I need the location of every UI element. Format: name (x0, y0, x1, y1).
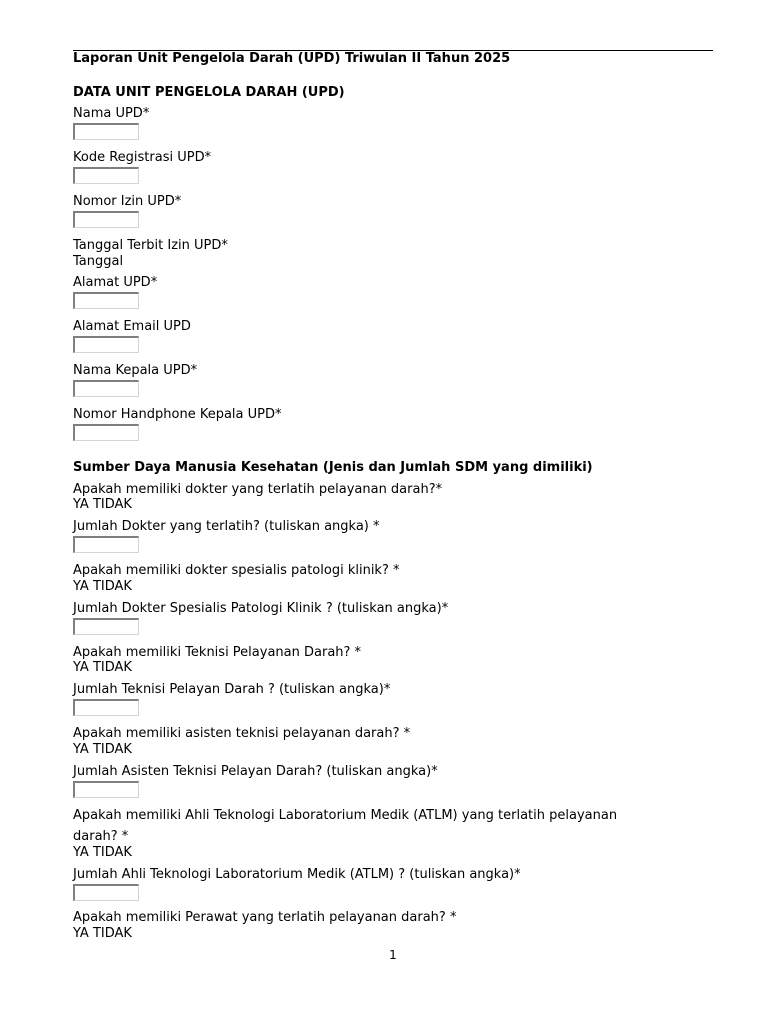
question-perawat: Apakah memiliki Perawat yang terlatih pelayanan darah? * (73, 910, 457, 925)
jumlah-teknisi-input[interactable] (73, 699, 139, 716)
alamat-email-input[interactable] (73, 336, 139, 353)
yes-no-options-asisten-teknisi[interactable]: YA TIDAK (73, 742, 132, 757)
alamat-upd-input[interactable] (73, 292, 139, 309)
jumlah-asisten-teknisi-input[interactable] (73, 781, 139, 798)
section-heading-upd: DATA UNIT PENGELOLA DARAH (UPD) (73, 85, 345, 100)
yes-no-options-dokter-terlatih[interactable]: YA TIDAK (73, 497, 132, 512)
yes-no-options-teknisi[interactable]: YA TIDAK (73, 660, 132, 675)
kode-registrasi-input[interactable] (73, 167, 139, 184)
question-asisten-teknisi: Apakah memiliki asisten teknisi pelayanan darah? * (73, 726, 411, 741)
count-label-atlm: Jumlah Ahli Teknologi Laboratorium Medik (ATLM) ? (tuliskan angka)* (73, 867, 521, 882)
field-label-nama-kepala: Nama Kepala UPD* (73, 363, 198, 378)
jumlah-dokter-terlatih-input[interactable] (73, 536, 139, 553)
field-label-nomor-handphone: Nomor Handphone Kepala UPD* (73, 407, 282, 422)
field-label-alamat-email: Alamat Email UPD (73, 319, 191, 334)
field-label-nomor-izin: Nomor Izin UPD* (73, 194, 182, 209)
nama-upd-input[interactable] (73, 123, 139, 140)
section-heading-sdm: Sumber Daya Manusia Kesehatan (Jenis dan Jumlah SDM yang dimiliki) (73, 460, 593, 475)
nomor-izin-input[interactable] (73, 211, 139, 228)
document-title: Laporan Unit Pengelola Darah (UPD) Triwulan II Tahun 2025 (73, 51, 511, 66)
question-atlm-line2: darah? * (73, 829, 129, 844)
count-label-asisten-teknisi: Jumlah Asisten Teknisi Pelayan Darah? (tuliskan angka)* (73, 764, 438, 779)
yes-no-options-perawat[interactable]: YA TIDAK (73, 926, 132, 941)
tanggal-terbit-date-field[interactable]: Tanggal (73, 254, 124, 269)
nama-kepala-input[interactable] (73, 380, 139, 397)
question-dokter-terlatih: Apakah memiliki dokter yang terlatih pelayanan darah?* (73, 482, 443, 497)
question-atlm-line1: Apakah memiliki Ahli Teknologi Laboratorium Medik (ATLM) yang terlatih pelayanan (73, 808, 618, 823)
question-teknisi: Apakah memiliki Teknisi Pelayanan Darah? * (73, 645, 362, 660)
count-label-dokter-terlatih: Jumlah Dokter yang terlatih? (tuliskan angka) * (73, 519, 380, 534)
field-label-tanggal-terbit: Tanggal Terbit Izin UPD* (73, 238, 228, 253)
yes-no-options-atlm[interactable]: YA TIDAK (73, 845, 132, 860)
field-label-nama-upd: Nama UPD* (73, 106, 150, 121)
page-number: 1 (389, 948, 397, 962)
question-dokter-spesialis: Apakah memiliki dokter spesialis patologi klinik? * (73, 563, 400, 578)
jumlah-atlm-input[interactable] (73, 884, 139, 901)
count-label-teknisi: Jumlah Teknisi Pelayan Darah ? (tuliskan angka)* (73, 682, 391, 697)
jumlah-dokter-spesialis-input[interactable] (73, 618, 139, 635)
yes-no-options-dokter-spesialis[interactable]: YA TIDAK (73, 579, 132, 594)
field-label-alamat-upd: Alamat UPD* (73, 275, 158, 290)
count-label-dokter-spesialis: Jumlah Dokter Spesialis Patologi Klinik ? (tuliskan angka)* (73, 601, 449, 616)
nomor-handphone-input[interactable] (73, 424, 139, 441)
field-label-kode-registrasi: Kode Registrasi UPD* (73, 150, 212, 165)
